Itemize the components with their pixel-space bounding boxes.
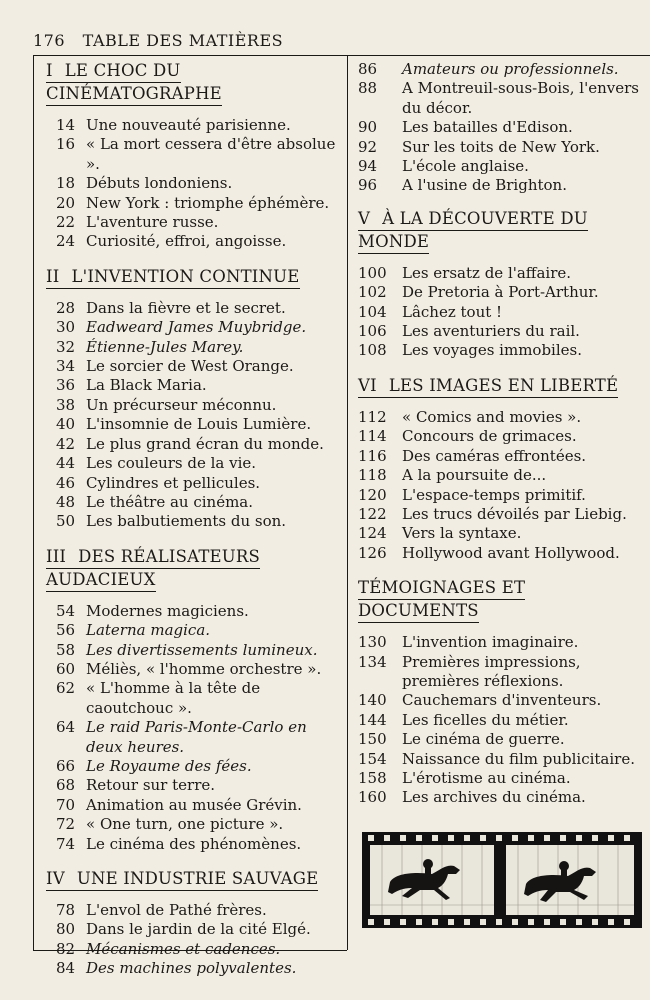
entry-title: Cauchemars d'inventeurs. bbox=[402, 691, 602, 710]
entry-title: Un précurseur méconnu. bbox=[86, 395, 277, 414]
entry-title: Dans le jardin de la cité Elgé. bbox=[86, 920, 311, 939]
page-number: 176 bbox=[33, 31, 66, 50]
entry-title: Les balbutiements du son. bbox=[86, 512, 287, 531]
toc-entry[interactable] bbox=[358, 176, 646, 195]
toc-entry[interactable] bbox=[46, 940, 341, 959]
toc-entry[interactable] bbox=[46, 776, 341, 795]
entry-page-number: 160 bbox=[358, 788, 387, 807]
entry-title: A la poursuite de... bbox=[402, 466, 547, 485]
entry-page-number: 140 bbox=[358, 691, 387, 710]
entry-title: Le raid Paris-Monte-Carlo en deux heures. bbox=[86, 718, 307, 756]
entry-page-number: 70 bbox=[56, 795, 76, 814]
section-heading bbox=[46, 83, 222, 106]
entry-title: L'école anglaise. bbox=[402, 157, 529, 176]
entry-title: Le plus grand écran du monde. bbox=[86, 434, 324, 453]
entry-title: Eadweard James Muybridge. bbox=[86, 318, 307, 337]
frame-left-rule bbox=[33, 55, 34, 950]
toc-entry[interactable] bbox=[358, 157, 646, 176]
toc-section bbox=[358, 577, 646, 808]
entry-page-number: 126 bbox=[358, 543, 387, 562]
entry-page-number: 144 bbox=[358, 710, 387, 729]
entry-page-number: 22 bbox=[56, 213, 76, 232]
entry-page-number: 54 bbox=[56, 601, 76, 620]
entry-page-number: 78 bbox=[56, 901, 76, 919]
entry-title: Hollywood avant Hollywood. bbox=[402, 543, 620, 562]
entry-title: « La mort cessera d'être absolue ». bbox=[86, 135, 336, 173]
entry-title: L'envol de Pathé frères. bbox=[86, 901, 267, 919]
entry-title: Mécanismes et cadences. bbox=[86, 939, 281, 958]
toc-entry[interactable] bbox=[46, 357, 341, 376]
frame-center-rule bbox=[347, 55, 348, 950]
entry-title: L'espace-temps primitif. bbox=[402, 485, 586, 504]
toc-entry[interactable] bbox=[358, 769, 646, 788]
section-heading bbox=[46, 546, 260, 569]
section-title-line: LE CHOC DU bbox=[64, 61, 181, 80]
entry-title: Une nouveauté parisienne. bbox=[86, 116, 291, 134]
toc-entry[interactable] bbox=[358, 341, 646, 360]
entry-page-number: 66 bbox=[56, 756, 76, 775]
entry-title: De Pretoria à Port-Arthur. bbox=[402, 283, 599, 302]
entry-page-number: 130 bbox=[358, 633, 387, 652]
toc-entry[interactable] bbox=[358, 691, 646, 710]
entry-page-number: 14 bbox=[56, 116, 76, 134]
toc-entry[interactable] bbox=[358, 711, 646, 730]
entry-title: Curiosité, effroi, angoisse. bbox=[86, 232, 287, 251]
entry-page-number: 44 bbox=[56, 454, 76, 473]
section-roman-numeral: III bbox=[46, 546, 67, 566]
entry-page-number: 74 bbox=[56, 834, 76, 853]
toc-entry[interactable] bbox=[358, 653, 646, 692]
toc-entry[interactable] bbox=[46, 474, 341, 493]
entry-page-number: 100 bbox=[358, 263, 387, 282]
entry-page-number: 48 bbox=[56, 492, 76, 511]
toc-entry[interactable] bbox=[46, 376, 341, 395]
entry-title: Le cinéma de guerre. bbox=[402, 730, 565, 749]
toc-entry[interactable] bbox=[46, 718, 341, 757]
header-rule bbox=[33, 55, 650, 56]
entry-page-number: 18 bbox=[56, 174, 76, 193]
toc-entry[interactable] bbox=[358, 544, 646, 563]
entry-title: Des caméras effrontées. bbox=[402, 446, 587, 465]
entry-list bbox=[46, 602, 341, 854]
entry-page-number: 16 bbox=[56, 135, 76, 154]
entry-title: Retour sur terre. bbox=[86, 776, 216, 795]
toc-entry[interactable] bbox=[46, 815, 341, 834]
section-roman-numeral: I bbox=[46, 61, 53, 80]
entry-page-number: 46 bbox=[56, 473, 76, 492]
toc-entry[interactable] bbox=[46, 621, 341, 640]
toc-entry[interactable] bbox=[46, 213, 341, 232]
entry-page-number: 94 bbox=[358, 157, 378, 176]
entry-title: Les ficelles du métier. bbox=[402, 710, 569, 729]
toc-entry[interactable] bbox=[358, 524, 646, 543]
toc-entry[interactable] bbox=[358, 447, 646, 466]
entry-page-number: 120 bbox=[358, 485, 387, 504]
section-heading bbox=[358, 577, 525, 600]
section-title-line: TÉMOIGNAGES ET bbox=[358, 578, 526, 598]
entry-title: Le théâtre au cinéma. bbox=[86, 492, 253, 511]
entry-page-number: 36 bbox=[56, 376, 76, 395]
section-title-line: L'INVENTION CONTINUE bbox=[71, 266, 300, 286]
toc-entry[interactable] bbox=[46, 959, 341, 978]
entry-list bbox=[358, 633, 646, 808]
entry-page-number: 116 bbox=[358, 446, 387, 465]
entry-page-number: 104 bbox=[358, 302, 387, 321]
entry-title: Les couleurs de la vie. bbox=[86, 454, 257, 473]
section-title-line: MONDE bbox=[358, 231, 430, 251]
entry-title: Cylindres et pellicules. bbox=[86, 473, 261, 492]
entry-title: Premières impressions, premières réflexions. bbox=[402, 652, 581, 690]
entry-title: Débuts londoniens. bbox=[86, 174, 233, 193]
entry-title: Dans la fièvre et le secret. bbox=[86, 298, 286, 317]
entry-page-number: 34 bbox=[56, 357, 76, 376]
entry-page-number: 134 bbox=[358, 652, 387, 671]
toc-section bbox=[358, 375, 646, 563]
toc-right-column bbox=[358, 60, 646, 808]
entry-page-number: 122 bbox=[358, 504, 387, 523]
entry-title: Les ersatz de l'affaire. bbox=[402, 263, 572, 282]
entry-page-number: 68 bbox=[56, 776, 76, 795]
section-heading bbox=[358, 231, 429, 254]
toc-entry[interactable] bbox=[46, 641, 341, 660]
entry-title: Sur les toits de New York. bbox=[402, 137, 600, 156]
entry-title: Naissance du film publicitaire. bbox=[402, 749, 635, 768]
section-title-line: DES RÉALISATEURS bbox=[78, 546, 261, 566]
toc-section bbox=[46, 60, 341, 252]
entry-list bbox=[358, 264, 646, 361]
muybridge-horse-film-strip bbox=[362, 832, 642, 928]
entry-page-number: 114 bbox=[358, 427, 387, 446]
entry-title: L'insomnie de Louis Lumière. bbox=[86, 415, 312, 434]
entry-page-number: 24 bbox=[56, 232, 76, 251]
entry-page-number: 50 bbox=[56, 512, 76, 531]
entry-title: Méliès, « l'homme orchestre ». bbox=[86, 659, 322, 678]
section-title-line: AUDACIEUX bbox=[46, 569, 156, 589]
entry-title: Étienne-Jules Marey. bbox=[86, 337, 244, 356]
toc-entry[interactable] bbox=[46, 194, 341, 213]
entry-page-number: 40 bbox=[56, 415, 76, 434]
section-roman-numeral: II bbox=[46, 266, 60, 286]
entry-page-number: 112 bbox=[358, 407, 387, 426]
toc-entry[interactable] bbox=[358, 505, 646, 524]
entry-page-number: 86 bbox=[358, 60, 378, 78]
entry-page-number: 92 bbox=[358, 137, 378, 156]
entry-title: Les batailles d'Edison. bbox=[402, 118, 573, 137]
toc-entry[interactable] bbox=[46, 679, 341, 718]
toc-entry[interactable] bbox=[46, 396, 341, 415]
entry-page-number: 84 bbox=[56, 959, 76, 978]
toc-section bbox=[358, 208, 646, 361]
toc-entry[interactable] bbox=[46, 757, 341, 776]
entry-page-number: 90 bbox=[358, 118, 378, 137]
entry-list bbox=[358, 408, 646, 563]
entry-page-number: 80 bbox=[56, 920, 76, 939]
toc-entry[interactable] bbox=[358, 322, 646, 341]
toc-entry[interactable] bbox=[358, 408, 646, 427]
toc-entry[interactable] bbox=[46, 116, 341, 135]
entry-list bbox=[46, 299, 341, 532]
entry-title: Concours de grimaces. bbox=[402, 427, 577, 446]
toc-entry[interactable] bbox=[358, 788, 646, 807]
entry-title: « One turn, one picture ». bbox=[86, 815, 284, 834]
toc-entry[interactable] bbox=[46, 493, 341, 512]
entry-page-number: 42 bbox=[56, 434, 76, 453]
entry-title: A l'usine de Brighton. bbox=[402, 176, 567, 195]
entry-title: Le sorcier de West Orange. bbox=[86, 357, 294, 376]
section-title-line: CINÉMATOGRAPHE bbox=[46, 84, 222, 103]
entry-page-number: 154 bbox=[358, 749, 387, 768]
entry-page-number: 72 bbox=[56, 815, 76, 834]
entry-page-number: 118 bbox=[358, 466, 387, 485]
entry-title: L'érotisme au cinéma. bbox=[402, 768, 571, 787]
entry-title: Amateurs ou professionnels. bbox=[402, 60, 619, 78]
entry-page-number: 38 bbox=[56, 395, 76, 414]
toc-entry[interactable] bbox=[46, 796, 341, 815]
entry-title: Modernes magiciens. bbox=[86, 601, 249, 620]
entry-page-number: 102 bbox=[358, 283, 387, 302]
toc-entry[interactable] bbox=[46, 174, 341, 193]
toc-entry[interactable] bbox=[358, 118, 646, 137]
entry-page-number: 32 bbox=[56, 337, 76, 356]
entry-title: Animation au musée Grévin. bbox=[86, 795, 302, 814]
toc-entry[interactable] bbox=[46, 232, 341, 251]
page-header bbox=[33, 31, 283, 50]
section-heading bbox=[358, 600, 479, 623]
page-title: TABLE DES MATIÈRES bbox=[82, 31, 284, 50]
section-title-line: À LA DÉCOUVERTE DU bbox=[382, 208, 588, 228]
entry-page-number: 20 bbox=[56, 193, 76, 212]
toc-entry[interactable] bbox=[358, 264, 646, 283]
toc-entry[interactable] bbox=[46, 135, 341, 174]
entry-title: La Black Maria. bbox=[86, 376, 207, 395]
entry-list bbox=[358, 60, 646, 196]
entry-title: Vers la syntaxe. bbox=[402, 524, 522, 543]
toc-section bbox=[46, 868, 341, 979]
entry-page-number: 62 bbox=[56, 679, 76, 698]
section-heading bbox=[358, 375, 618, 398]
toc-entry[interactable] bbox=[358, 466, 646, 485]
entry-title: Les voyages immobiles. bbox=[402, 341, 582, 360]
section-title-line: DOCUMENTS bbox=[358, 601, 479, 621]
entry-title: Les archives du cinéma. bbox=[402, 788, 586, 807]
entry-title: New York : triomphe éphémère. bbox=[86, 193, 330, 212]
section-heading bbox=[46, 60, 181, 83]
entry-title: L'invention imaginaire. bbox=[402, 633, 579, 652]
toc-entry[interactable] bbox=[46, 318, 341, 337]
entry-page-number: 124 bbox=[358, 524, 387, 543]
entry-page-number: 30 bbox=[56, 318, 76, 337]
toc-section bbox=[46, 266, 341, 532]
section-roman-numeral: V bbox=[358, 208, 371, 228]
toc-entry[interactable] bbox=[358, 633, 646, 652]
toc-entry[interactable] bbox=[358, 486, 646, 505]
entry-title: Les divertissements lumineux. bbox=[86, 640, 318, 659]
entry-title: « L'homme à la tête de caoutchouc ». bbox=[86, 679, 261, 717]
toc-entry[interactable] bbox=[46, 835, 341, 854]
toc-entry[interactable] bbox=[46, 435, 341, 454]
entry-title: Le Royaume des fées. bbox=[86, 756, 252, 775]
toc-entry[interactable] bbox=[46, 512, 341, 531]
section-roman-numeral: VI bbox=[358, 375, 377, 395]
section-heading bbox=[46, 868, 318, 891]
entry-page-number: 108 bbox=[358, 341, 387, 360]
toc-entry[interactable] bbox=[46, 415, 341, 434]
toc-entry[interactable] bbox=[358, 730, 646, 749]
entry-title: A Montreuil-sous-Bois, l'envers du décor. bbox=[402, 79, 639, 117]
section-title-line: UNE INDUSTRIE SAUVAGE bbox=[76, 869, 319, 888]
section-heading bbox=[358, 208, 588, 231]
entry-page-number: 106 bbox=[358, 322, 387, 341]
entry-title: Laterna magica. bbox=[86, 621, 211, 640]
entry-title: Le cinéma des phénomènes. bbox=[86, 834, 302, 853]
toc-entry[interactable] bbox=[46, 299, 341, 318]
continued-entries bbox=[358, 60, 646, 196]
toc-entry[interactable] bbox=[46, 338, 341, 357]
toc-entry[interactable] bbox=[358, 750, 646, 769]
galloping-horse-icon bbox=[362, 832, 642, 928]
entry-page-number: 56 bbox=[56, 621, 76, 640]
entry-list bbox=[46, 116, 341, 252]
entry-page-number: 82 bbox=[56, 939, 76, 958]
entry-title: Les aventuriers du rail. bbox=[402, 322, 580, 341]
entry-title: « Comics and movies ». bbox=[402, 407, 582, 426]
entry-page-number: 60 bbox=[56, 659, 76, 678]
section-roman-numeral: IV bbox=[46, 869, 65, 888]
entry-page-number: 64 bbox=[56, 718, 76, 737]
entry-page-number: 58 bbox=[56, 640, 76, 659]
section-heading bbox=[46, 266, 300, 289]
entry-page-number: 96 bbox=[358, 176, 378, 195]
toc-section bbox=[46, 546, 341, 854]
toc-entry[interactable] bbox=[46, 901, 341, 920]
toc-entry[interactable] bbox=[46, 454, 341, 473]
toc-entry[interactable] bbox=[358, 79, 646, 118]
entry-page-number: 88 bbox=[358, 79, 378, 98]
toc-entry[interactable] bbox=[46, 920, 341, 939]
entry-title: L'aventure russe. bbox=[86, 213, 219, 232]
toc-left-column bbox=[46, 60, 341, 979]
section-title-line: LES IMAGES EN LIBERTÉ bbox=[388, 375, 619, 395]
entry-page-number: 158 bbox=[358, 768, 387, 787]
toc-entry[interactable] bbox=[358, 427, 646, 446]
toc-entry[interactable] bbox=[358, 303, 646, 322]
toc-entry[interactable] bbox=[46, 660, 341, 679]
section-heading bbox=[46, 569, 156, 592]
toc-entry[interactable] bbox=[46, 602, 341, 621]
entry-page-number: 150 bbox=[358, 730, 387, 749]
entry-title: Les trucs dévoilés par Liebig. bbox=[402, 504, 627, 523]
toc-entry[interactable] bbox=[358, 138, 646, 157]
entry-title: Des machines polyvalentes. bbox=[86, 959, 297, 978]
toc-entry[interactable] bbox=[358, 60, 646, 79]
toc-entry[interactable] bbox=[358, 283, 646, 302]
entry-page-number: 28 bbox=[56, 298, 76, 317]
entry-title: Lâchez tout ! bbox=[402, 302, 503, 321]
entry-list bbox=[46, 901, 341, 979]
